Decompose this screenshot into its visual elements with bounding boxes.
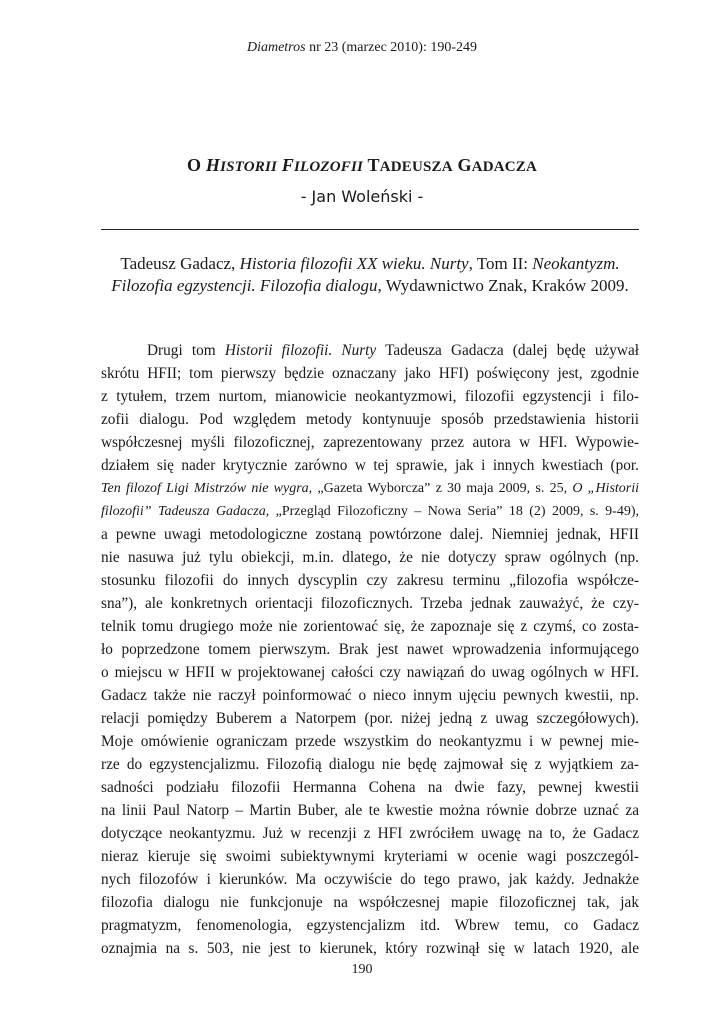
- body-line: sna”), ale konkretnych orientacji filozoficznych. Trzeba jednak zauważyć, że czy-: [101, 595, 639, 612]
- body-line: Drugi tom Historii filozofii. Nurty Tadeusza Gadacza (dalej będę używał: [147, 342, 640, 359]
- body-line: filozofii” Tadeusza Gadacza, „Przegląd Filozoficzny – Nowa Seria” 18 (2) 2009, s. 9-49),: [101, 504, 639, 519]
- body-line: z tytułem, trzem nurtom, mianowicie neokantyzmowi, filozofii egzystencji i filo-: [101, 388, 639, 405]
- journal-name: Diametros: [246, 40, 306, 55]
- body-line: współczesnej myśli filozoficznej, zaprezentowany przez autora w HFI. Wypowie-: [101, 434, 639, 451]
- body-line: filozofia dialogu nie funkcjonuje na współczesnej mapie filozoficznej tak, jak: [101, 894, 639, 911]
- body-line: na linii Paul Natorp – Martin Buber, ale te kwestie można równie dobrze uznać za: [101, 802, 639, 819]
- body-line: nie nasuwa już tylu obiekcji, m.in. dlatego, że nie dotyczy spraw ogólnych (np.: [101, 549, 639, 566]
- body-line: Ten filozof Ligi Mistrzów nie wygra, „Gazeta Wyborcza” z 30 maja 2009, s. 25, O „Historii: [101, 481, 640, 496]
- title-divider: [101, 229, 639, 230]
- body-line: o miejscu w HFII w projektowanej całości czy nawiązań do uwag ogólnych w HFI.: [101, 664, 639, 681]
- body-line: Moje omówienie ograniczam przede wszystkim do neokantyzmu i w pewnej mie-: [101, 733, 639, 750]
- journal-header: [0, 40, 724, 56]
- body-line: dotyczące neokantyzmu. Już w recenzji z HFI zwróciłem uwagę na to, że Gadacz: [101, 825, 639, 842]
- page-number: 190: [351, 962, 373, 977]
- body-line: relacji pomiędzy Buberem a Natorpem (por. niżej jedną z uwag szczegółowych).: [101, 710, 639, 727]
- body-line: sadności podziału filozofii Hermanna Cohena na dwie fazy, pewnej kwestii: [101, 779, 639, 796]
- body-line: stosunku filozofii do innych dyscyplin czy zakresu terminu „filozofia współcze-: [101, 572, 639, 589]
- article-title: O HISTORII FILOZOFII TADEUSZA GADACZA: [186, 155, 538, 175]
- body-line: zofii dialogu. Pod względem metody kontynuuje sposób przedstawienia historii: [101, 411, 639, 428]
- body-line: działem się nader krytycznie zarówno w tej sprawie, jak i innych kwestiach (por.: [101, 457, 639, 474]
- article-body: [101, 339, 639, 960]
- body-line: Gadacz także nie raczył poinformować o nieco innym ujęciu pewnych kwestii, np.: [101, 687, 639, 704]
- body-line: skrótu HFII; tom pierwszy będzie oznaczany jako HFI) poświęcony jest, zgodnie: [101, 365, 639, 382]
- body-line: rze do egzystencjalizmu. Filozofią dialogu nie będę zajmował się z wyjątkiem za-: [101, 756, 639, 773]
- body-line: pragmatyzm, fenomenologia, egzystencjalizm itd. Wbrew temu, co Gadacz: [101, 917, 639, 934]
- body-line: nych filozofów i kierunków. Ma oczywiście do tego prawo, jak każdy. Jednakże: [101, 871, 639, 888]
- body-line: oznajmia na s. 503, nie jest to kierunek, który rozwinął się w latach 1920, ale: [101, 940, 639, 957]
- reviewed-book-citation: Tadeusz Gadacz, Historia filozofii XX wieku. Nurty, Tom II: Neokantyzm. Filozofia egzystencji. Filozofia dialogu, Wydawnictwo Znak, Kraków 2009.: [111, 254, 629, 295]
- body-line: ło poprzedzone tomem pierwszym. Brak jest nawet wprowadzenia informującego: [101, 641, 639, 658]
- body-line: nieraz kieruje się swoimi subiektywnymi kryteriami w ocenie wagi poszczegól-: [101, 848, 639, 865]
- article-author: - Jan Woleński -: [300, 187, 424, 206]
- journal-issue: nr 23 (marzec 2010): 190-249: [309, 40, 478, 55]
- body-line: a pewne uwagi metodologiczne zostaną powtórzone dalej. Niemniej jednak, HFII: [101, 526, 639, 543]
- body-line: telnik tomu drugiego może nie zorientować się, że zapoznaje się z czymś, co zosta-: [101, 618, 639, 635]
